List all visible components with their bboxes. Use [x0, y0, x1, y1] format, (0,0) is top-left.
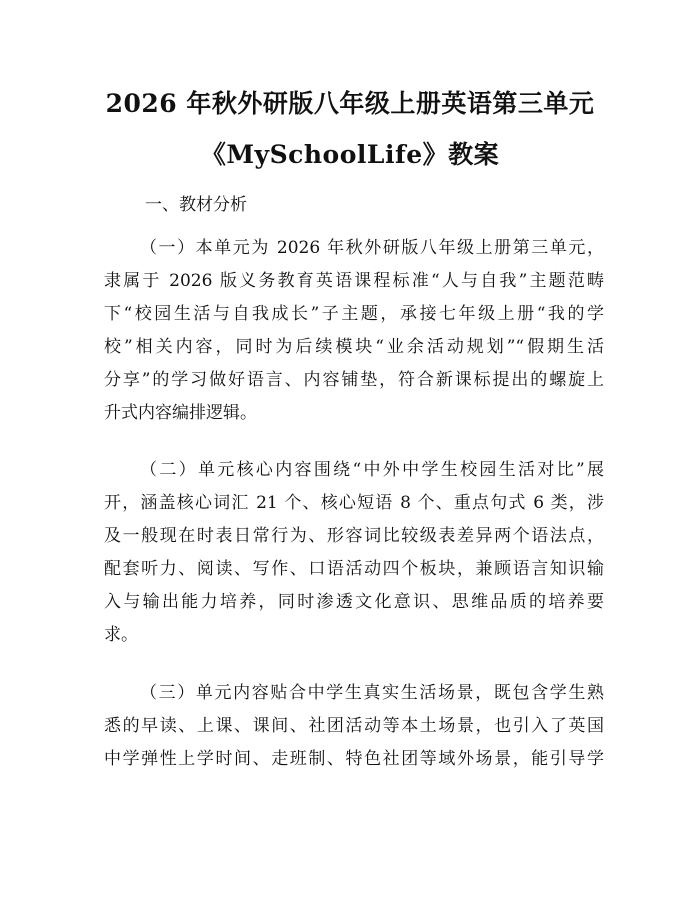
paragraph-3-line: 悉的早读、上课、课间、社团活动等本土场景，也引入了英国: [104, 716, 604, 736]
paragraph-2-line: 配套听力、阅读、写作、口语活动四个板块，兼顾语言知识输: [104, 559, 604, 579]
paragraph-1-line: 隶属于 2026 版义务教育英语课程标准“人与自我”主题范畴: [104, 271, 604, 291]
paragraph-2-line: 求。: [104, 625, 138, 645]
paragraph-1: [104, 232, 604, 430]
paragraph-1-line: 校”相关内容，同时为后续模块“业余活动规划”“假期生活: [104, 337, 604, 357]
paragraph-1-line: 升式内容编排逻辑。: [104, 403, 257, 423]
paragraph-2-line: （二）单元核心内容围绕“中外中学生校园生活对比”展: [140, 460, 604, 480]
document-title-line-2: 《MySchoolLife》教案: [200, 140, 500, 169]
paragraph-1-line: 下“校园生活与自我成长”子主题，承接七年级上册“我的学: [104, 304, 604, 324]
document-title-line-1: 2026 年秋外研版八年级上册英语第三单元: [105, 89, 595, 118]
paragraph-3-line: 中学弹性上学时间、走班制、特色社团等域外场景，能引导学: [104, 749, 604, 769]
paragraph-1-line: 分享”的学习做好语言、内容铺垫，符合新课标提出的螺旋上: [104, 370, 604, 390]
paragraph-2: [104, 454, 604, 652]
paragraph-1-line: （一）本单元为 2026 年秋外研版八年级上册第三单元，: [140, 238, 604, 258]
section-heading-materials-analysis: 一、教材分析: [145, 195, 247, 215]
paragraph-2-line: 开，涵盖核心词汇 21 个、核心短语 8 个、重点句式 6 类，涉: [104, 493, 604, 513]
paragraph-2-line: 入与输出能力培养，同时渗透文化意识、思维品质的培养要: [104, 592, 604, 612]
paragraph-2-line: 及一般现在时表日常行为、形容词比较级表差异两个语法点，: [104, 526, 604, 546]
paragraph-3: [104, 677, 604, 776]
paragraph-3-line: （三）单元内容贴合中学生真实生活场景，既包含学生熟: [140, 683, 604, 703]
